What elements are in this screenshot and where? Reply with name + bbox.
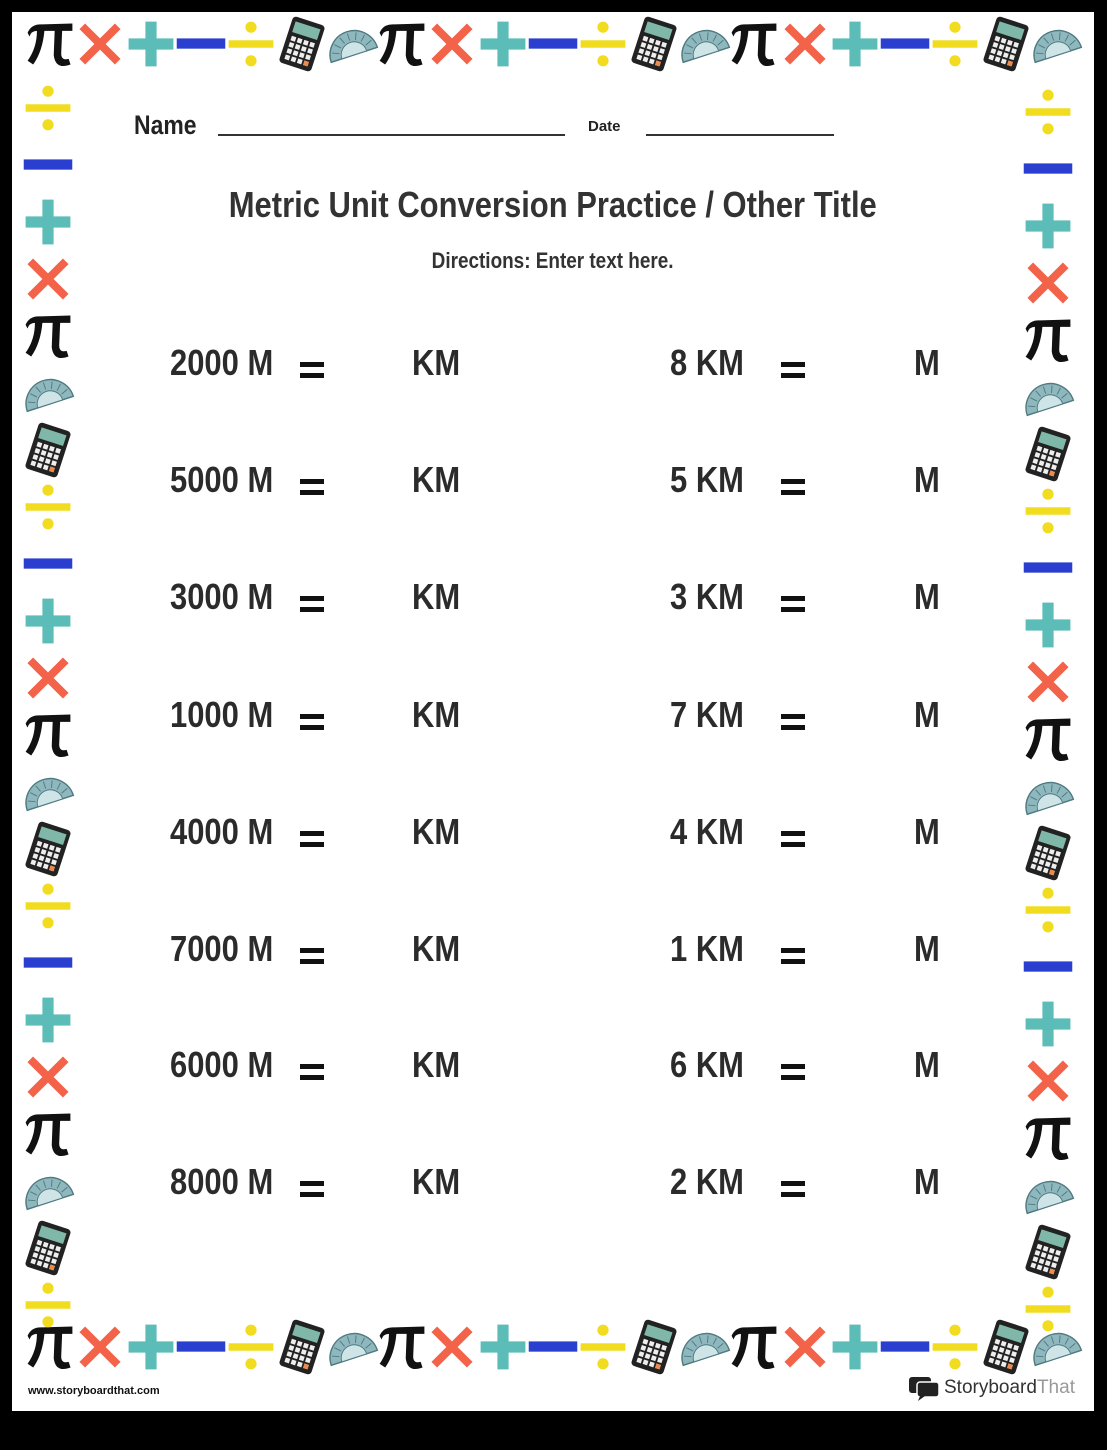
calculator-icon — [274, 16, 330, 72]
brand-logo — [908, 1374, 1075, 1402]
calculator-icon — [1020, 1224, 1076, 1280]
date-label: Date — [588, 118, 621, 135]
divide-icon — [927, 1319, 983, 1375]
answer-blank-right[interactable] — [817, 580, 907, 620]
pi-icon — [20, 707, 76, 763]
divide-icon — [1020, 84, 1076, 140]
right-problem-value: 7 KM — [670, 694, 744, 735]
divide-icon — [223, 1319, 279, 1375]
protractor-icon — [20, 365, 76, 421]
plus-icon — [123, 1319, 179, 1375]
answer-blank-left[interactable] — [334, 580, 406, 620]
protractor-icon — [676, 16, 732, 72]
plus-icon — [20, 593, 76, 649]
protractor-icon — [1028, 16, 1084, 72]
divide-icon — [20, 479, 76, 535]
equals-sign-left — [300, 596, 324, 612]
pi-icon — [726, 16, 782, 72]
calculator-icon — [20, 1220, 76, 1276]
plus-icon — [827, 16, 883, 72]
calculator-icon — [626, 1319, 682, 1375]
answer-unit-m: M — [914, 694, 940, 735]
answer-unit-km: KM — [412, 459, 461, 500]
protractor-icon — [676, 1319, 732, 1375]
divide-icon — [223, 16, 279, 72]
equals-sign-right — [781, 362, 805, 378]
answer-blank-left[interactable] — [334, 1165, 406, 1205]
divide-icon — [1020, 882, 1076, 938]
pi-icon — [1020, 1110, 1076, 1166]
divide-icon — [20, 80, 76, 136]
protractor-icon — [20, 1163, 76, 1219]
worksheet-directions: Directions: Enter text here. — [432, 248, 674, 273]
minus-icon — [20, 935, 76, 991]
answer-unit-m: M — [914, 928, 940, 969]
left-problem-value: 5000 M — [170, 459, 274, 500]
answer-unit-m: M — [914, 459, 940, 500]
divide-icon — [20, 1277, 76, 1333]
times-icon — [72, 16, 128, 72]
plus-icon — [475, 16, 531, 72]
answer-unit-m: M — [914, 342, 940, 383]
left-problem-value: 1000 M — [170, 694, 274, 735]
equals-sign-right — [781, 831, 805, 847]
equals-sign-left — [300, 1064, 324, 1080]
answer-unit-km: KM — [412, 811, 461, 852]
divide-icon — [575, 1319, 631, 1375]
answer-blank-left[interactable] — [334, 698, 406, 738]
worksheet-title: Metric Unit Conversion Practice / Other Title — [228, 184, 878, 225]
right-problem-value: 1 KM — [670, 928, 744, 969]
pi-icon — [1020, 711, 1076, 767]
calculator-icon — [1020, 825, 1076, 881]
pi-icon — [1020, 312, 1076, 368]
divide-icon — [575, 16, 631, 72]
minus-icon — [173, 16, 229, 72]
minus-icon — [525, 1319, 581, 1375]
times-icon — [72, 1319, 128, 1375]
minus-icon — [525, 16, 581, 72]
answer-blank-right[interactable] — [817, 932, 907, 972]
answer-unit-km: KM — [412, 928, 461, 969]
minus-icon — [877, 16, 933, 72]
calculator-icon — [978, 16, 1034, 72]
minus-icon — [1020, 939, 1076, 995]
left-problem-value: 6000 M — [170, 1044, 274, 1085]
plus-icon — [475, 1319, 531, 1375]
protractor-icon — [1020, 369, 1076, 425]
pi-icon — [22, 16, 78, 72]
calculator-icon — [20, 821, 76, 877]
answer-blank-right[interactable] — [817, 1048, 907, 1088]
plus-icon — [1020, 996, 1076, 1052]
answer-blank-left[interactable] — [334, 932, 406, 972]
times-icon — [777, 1319, 833, 1375]
equals-sign-left — [300, 479, 324, 495]
plus-icon — [20, 992, 76, 1048]
right-problem-value: 4 KM — [670, 811, 744, 852]
answer-unit-m: M — [914, 576, 940, 617]
minus-icon — [173, 1319, 229, 1375]
left-problem-value: 2000 M — [170, 342, 274, 383]
calculator-icon — [626, 16, 682, 72]
equals-sign-right — [781, 596, 805, 612]
divide-icon — [20, 878, 76, 934]
equals-sign-right — [781, 714, 805, 730]
calculator-icon — [20, 422, 76, 478]
left-problem-value: 7000 M — [170, 928, 274, 969]
minus-icon — [877, 1319, 933, 1375]
speech-bubble-icon — [908, 1375, 940, 1401]
times-icon — [20, 650, 76, 706]
name-field[interactable] — [218, 134, 565, 136]
answer-unit-km: KM — [412, 576, 461, 617]
divide-icon — [927, 16, 983, 72]
answer-unit-km: KM — [412, 342, 461, 383]
border-top — [22, 14, 1084, 74]
answer-blank-right[interactable] — [817, 346, 907, 386]
answer-blank-left[interactable] — [334, 1048, 406, 1088]
answer-blank-right[interactable] — [817, 463, 907, 503]
equals-sign-right — [781, 479, 805, 495]
right-problem-value: 5 KM — [670, 459, 744, 500]
answer-unit-m: M — [914, 1044, 940, 1085]
date-field[interactable] — [646, 134, 834, 136]
right-problem-value: 3 KM — [670, 576, 744, 617]
answer-blank-right[interactable] — [817, 815, 907, 855]
protractor-icon — [324, 1319, 380, 1375]
brand-main: Storyboard — [944, 1377, 1037, 1398]
right-problem-value: 8 KM — [670, 342, 744, 383]
times-icon — [424, 16, 480, 72]
answer-blank-left[interactable] — [334, 346, 406, 386]
equals-sign-left — [300, 714, 324, 730]
equals-sign-right — [781, 1181, 805, 1197]
equals-sign-left — [300, 831, 324, 847]
calculator-icon — [274, 1319, 330, 1375]
minus-icon — [20, 536, 76, 592]
right-problem-value: 2 KM — [670, 1161, 744, 1202]
calculator-icon — [1020, 426, 1076, 482]
equals-sign-left — [300, 948, 324, 964]
worksheet-page — [12, 12, 1094, 1411]
answer-unit-m: M — [914, 811, 940, 852]
equals-sign-right — [781, 1064, 805, 1080]
protractor-icon — [324, 16, 380, 72]
times-icon — [1020, 654, 1076, 710]
answer-blank-left[interactable] — [334, 463, 406, 503]
answer-blank-left[interactable] — [334, 815, 406, 855]
brand-light: That — [1036, 1377, 1075, 1398]
left-problem-value: 4000 M — [170, 811, 274, 852]
equals-sign-right — [781, 948, 805, 964]
equals-sign-left — [300, 1181, 324, 1197]
pi-icon — [374, 16, 430, 72]
plus-icon — [1020, 597, 1076, 653]
answer-unit-m: M — [914, 1161, 940, 1202]
plus-icon — [123, 16, 179, 72]
left-problem-value: 3000 M — [170, 576, 274, 617]
pi-icon — [726, 1319, 782, 1375]
answer-blank-right[interactable] — [817, 1165, 907, 1205]
times-icon — [20, 1049, 76, 1105]
answer-unit-km: KM — [412, 694, 461, 735]
minus-icon — [1020, 540, 1076, 596]
left-problem-value: 8000 M — [170, 1161, 274, 1202]
pi-icon — [20, 308, 76, 364]
plus-icon — [827, 1319, 883, 1375]
times-icon — [777, 16, 833, 72]
answer-blank-right[interactable] — [817, 698, 907, 738]
protractor-icon — [1020, 768, 1076, 824]
pi-icon — [374, 1319, 430, 1375]
times-icon — [1020, 1053, 1076, 1109]
pi-icon — [20, 1106, 76, 1162]
divide-icon — [1020, 483, 1076, 539]
protractor-icon — [1020, 1167, 1076, 1223]
footer-url: www.storyboardthat.com — [28, 1385, 160, 1397]
border-bottom — [22, 1317, 1084, 1377]
divide-icon — [1020, 1281, 1076, 1337]
answer-unit-km: KM — [412, 1044, 461, 1085]
equals-sign-left — [300, 362, 324, 378]
answer-unit-km: KM — [412, 1161, 461, 1202]
right-problem-value: 6 KM — [670, 1044, 744, 1085]
name-label: Name — [134, 110, 197, 140]
times-icon — [424, 1319, 480, 1375]
protractor-icon — [20, 764, 76, 820]
